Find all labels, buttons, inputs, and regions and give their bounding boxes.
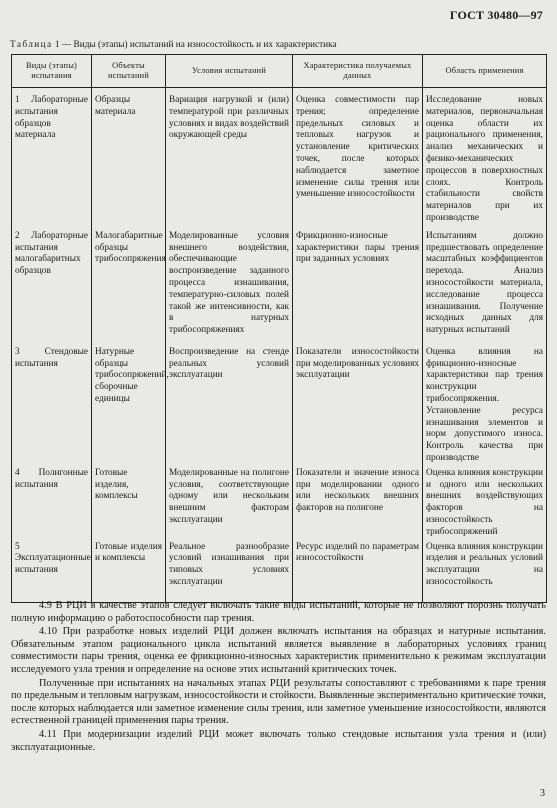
paragraph-4-10: 4.10 При разработке новых изделий РЦИ должен включать испытания на образцах и натурные испытания. Обязательным этапом рационального цикла испытаний является выявление в лабораторных условиях границ совместимости пары трения, оценка ее фрикционно-износных характеристик применительно к режимам эксплуатации исследуемого узла трения и определение на основе этих испытаний критических точек. <box>11 626 546 675</box>
cell-data: Показатели и значение износа при моделировании одного или нескольких внешних факторов на полигоне <box>293 465 423 539</box>
test-types-table <box>11 54 547 603</box>
cell-objects: Малогабаритные образцы трибосопряжения <box>92 225 166 344</box>
cell-objects: Образцы материала <box>92 88 166 225</box>
cell-conditions: Вариация нагрузкой и (или) температурой при различных условиях и видах воздействий окружающей среды <box>166 88 293 225</box>
page-number: 3 <box>540 788 545 799</box>
cell-application: Оценка влияния конструкции изделия и реальных условий эксплуатации на износостойкость <box>423 539 547 603</box>
column-header: Объекты испытаний <box>92 55 166 88</box>
body-text <box>11 600 546 755</box>
paragraph-4-11: 4.11 При модернизации изделий РЦИ может включать только стендовые испытания узла трения и (или) эксплуатационные. <box>11 728 546 753</box>
column-header: Область применения <box>423 55 547 88</box>
cell-application: Исследование новых материалов, первоначальная оценка области их рационального применения, анализ механических и физико-механических процессов в поверхностных слоях. Контроль стабильности свойств материалов при их производстве <box>423 88 547 225</box>
cell-conditions: Моделированные условия внешнего воздействия, обеспечивающие воспроизведение заданного процесса изнашивания, температурно-силовых полей такой же интенсивности, как в натурных трибосопряжениях <box>166 225 293 344</box>
paragraph-4-10-continued: Полученные при испытаниях на начальных этапах РЦИ результаты сопоставляют с требованиями к паре трения по предельным и тепловым нагрузкам, износостойкости и стойкости. Выявленные экспериментально критические точки, после которых наблюдается или заметное изменение силы трения, или заметное уменьшение износостойкости, являются естественной границей применения пары трения. <box>11 677 546 727</box>
column-header: Характеристика получаемых данных <box>293 55 423 88</box>
table-row <box>12 344 547 465</box>
cell-conditions: Воспроизведение на стенде реальных условий эксплуатации <box>166 344 293 465</box>
table-title-text: 1 — Виды (этапы) испытаний на износостойкость и их характеристика <box>54 40 337 50</box>
cell-objects: Готовые изделия, комплексы <box>92 465 166 539</box>
cell-test-type: 1 Лабораторные испытания образцов материала <box>12 88 92 225</box>
standard-header: ГОСТ 30480—97 <box>449 8 543 22</box>
cell-application: Оценка влияния на фрикционно-износные характеристики пар трения конструкции трибосопряжения. Установление ресурса изнашивания элементов и норм допустимого износа. Контроль качества при производстве <box>423 344 547 465</box>
table-row <box>12 539 547 603</box>
cell-test-type: 5 Эксплуатационные испытания <box>12 539 92 603</box>
cell-data: Показатели износостойкости при моделированных условиях эксплуатации <box>293 344 423 465</box>
cell-test-type: 3 Стендовые испытания <box>12 344 92 465</box>
table-row <box>12 225 547 344</box>
cell-conditions: Моделированные на полигоне условия, соответствующие одному или нескольким внешним факторам эксплуатации <box>166 465 293 539</box>
cell-data: Фрикционно-износные характеристики пары трения при заданных условиях <box>293 225 423 344</box>
table-row <box>12 88 547 225</box>
table-header-row <box>12 55 547 88</box>
cell-conditions: Реальное разнообразие условий изнашивания при типовых условиях эксплуатации <box>166 539 293 603</box>
table-row <box>12 465 547 539</box>
table-title <box>10 40 337 50</box>
cell-objects: Готовые изделия и комплексы <box>92 539 166 603</box>
cell-data: Ресурс изделий по параметрам износостойкости <box>293 539 423 603</box>
cell-application: Испытаниям должно предшествовать определение масштабных коэффициентов перехода. Анализ износостойкости материала, исследование процесса изнашивания. Получение исходных данных для натурных испытаний <box>423 225 547 344</box>
cell-data: Оценка совместимости пар трения; определение предельных силовых и тепловых нагрузок и установление критических точек, после которых наблюдается заметное изменение силы трения или уменьшение износостойкости <box>293 88 423 225</box>
cell-test-type: 2 Лабораторные испытания малогабаритных образцов <box>12 225 92 344</box>
column-header: Условия испытаний <box>166 55 293 88</box>
cell-objects: Натурные образцы трибосопряжений, сборочные единицы <box>92 344 166 465</box>
cell-test-type: 4 Полигонные испытания <box>12 465 92 539</box>
paragraph-4-9: 4.9 В РЦИ в качестве этапов следует включать такие виды испытаний, которые не позволяют порознь получать полную информацию о работоспособности пар трения. <box>11 600 546 624</box>
table-title-prefix: Таблица <box>10 40 53 50</box>
column-header: Виды (этапы) испытания <box>12 55 92 88</box>
cell-application: Оценка влияния конструкции и одного или нескольких внешних воздействующих факторов на износостойкость трибосопряжений <box>423 465 547 539</box>
